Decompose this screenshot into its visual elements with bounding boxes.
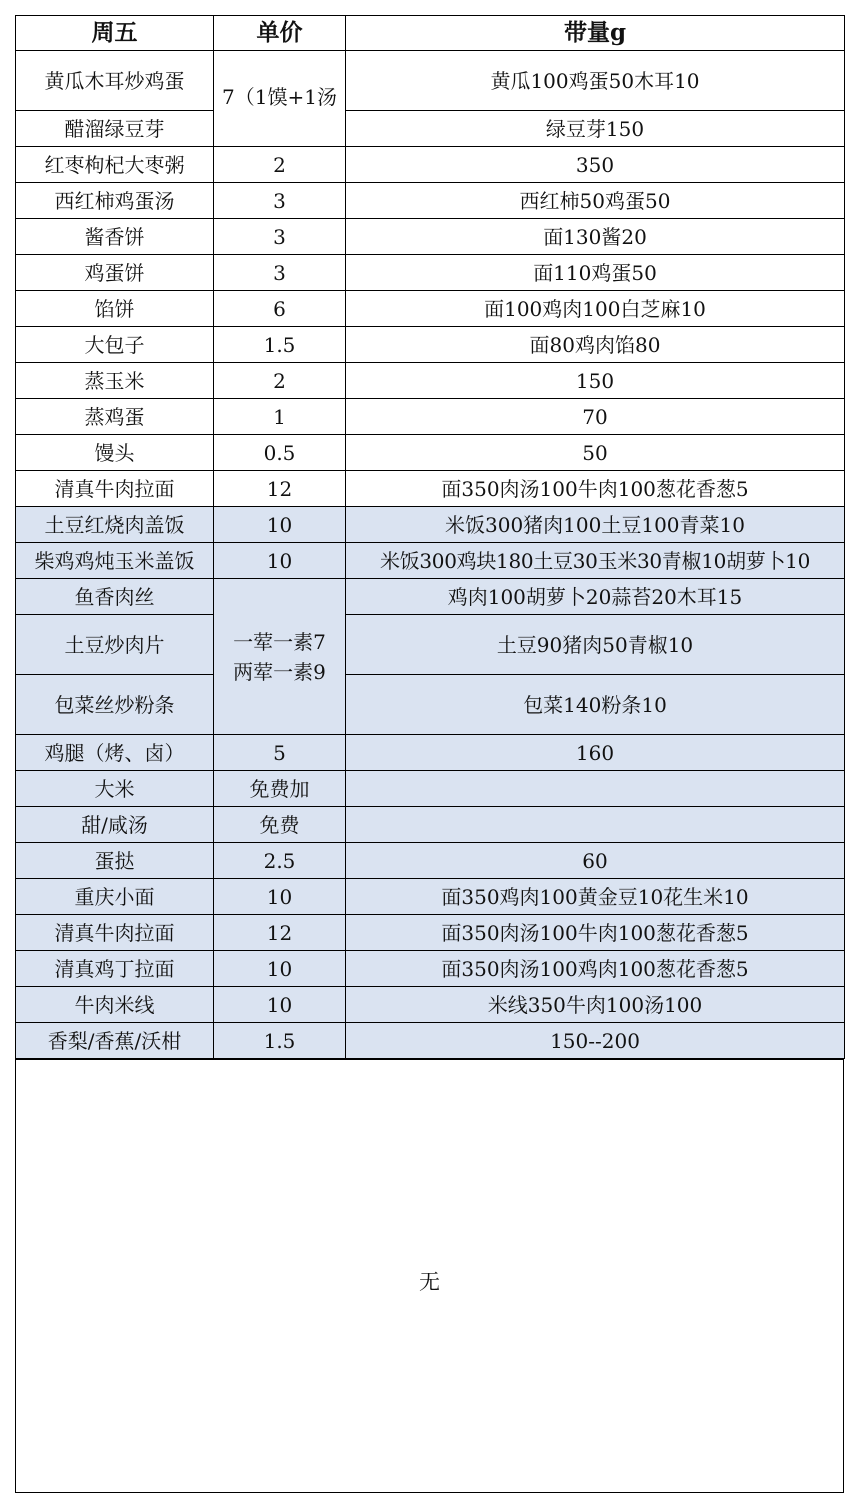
dish-name: 土豆炒肉片 (16, 615, 214, 675)
dish-name: 馒头 (16, 435, 214, 471)
dish-price: 3 (214, 255, 346, 291)
dish-price: 6 (214, 291, 346, 327)
table-row (16, 507, 845, 543)
dish-name: 西红柿鸡蛋汤 (16, 183, 214, 219)
table-row (16, 255, 845, 291)
dish-price: 10 (214, 879, 346, 915)
table-row (16, 675, 845, 735)
dish-name: 酱香饼 (16, 219, 214, 255)
dish-name: 重庆小面 (16, 879, 214, 915)
table-row (16, 219, 845, 255)
dish-name: 清真鸡丁拉面 (16, 951, 214, 987)
dish-name: 香梨/香蕉/沃柑 (16, 1023, 214, 1059)
dish-price: 7（1馍+1汤 (214, 51, 346, 147)
dish-amount: 面130酱20 (346, 219, 845, 255)
dish-price: 10 (214, 543, 346, 579)
table-row (16, 471, 845, 507)
table-row (16, 147, 845, 183)
dish-price: 12 (214, 471, 346, 507)
dish-amount: 米饭300猪肉100土豆100青菜10 (346, 507, 845, 543)
dish-amount: 米饭300鸡块180土豆30玉米30青椒10胡萝卜10 (346, 543, 845, 579)
dish-name: 甜/咸汤 (16, 807, 214, 843)
dish-name: 大包子 (16, 327, 214, 363)
dish-amount: 150 (346, 363, 845, 399)
table-row (16, 291, 845, 327)
dish-amount: 350 (346, 147, 845, 183)
table-row (16, 843, 845, 879)
dish-amount: 绿豆芽150 (346, 111, 845, 147)
table-row (16, 987, 845, 1023)
dish-price: 0.5 (214, 435, 346, 471)
dish-amount: 面100鸡肉100白芝麻10 (346, 291, 845, 327)
dish-amount: 西红柿50鸡蛋50 (346, 183, 845, 219)
dish-price: 2 (214, 363, 346, 399)
dish-amount (346, 771, 845, 807)
dish-amount: 70 (346, 399, 845, 435)
table-row (16, 771, 845, 807)
dish-amount (346, 807, 845, 843)
table-row (16, 363, 845, 399)
table-row (16, 807, 845, 843)
table-row (16, 543, 845, 579)
dish-amount: 面350鸡肉100黄金豆10花生米10 (346, 879, 845, 915)
dish-price: 2.5 (214, 843, 346, 879)
dish-price: 10 (214, 507, 346, 543)
dish-price: 免费 (214, 807, 346, 843)
table-row (16, 879, 845, 915)
dish-name: 蒸玉米 (16, 363, 214, 399)
dish-price: 3 (214, 183, 346, 219)
empty-note: 无 (419, 1270, 440, 1294)
dish-amount: 面80鸡肉馅80 (346, 327, 845, 363)
menu-table (15, 15, 845, 1059)
dish-amount: 面350肉汤100牛肉100葱花香葱5 (346, 915, 845, 951)
table-row (16, 615, 845, 675)
dish-amount: 米线350牛肉100汤100 (346, 987, 845, 1023)
dish-price: 1.5 (214, 1023, 346, 1059)
dish-amount: 面350肉汤100鸡肉100葱花香葱5 (346, 951, 845, 987)
header-price: 单价 (214, 16, 346, 51)
header-day: 周五 (16, 16, 214, 51)
dish-name: 柴鸡鸡炖玉米盖饭 (16, 543, 214, 579)
table-row (16, 1023, 845, 1059)
dish-price: 10 (214, 987, 346, 1023)
dish-price: 1.5 (214, 327, 346, 363)
table-row (16, 915, 845, 951)
dish-name: 包菜丝炒粉条 (16, 675, 214, 735)
dish-name: 蛋挞 (16, 843, 214, 879)
dish-price-combo (214, 579, 346, 735)
table-row (16, 51, 845, 111)
dish-name: 蒸鸡蛋 (16, 399, 214, 435)
dish-price: 2 (214, 147, 346, 183)
header-amount: 带量g (346, 16, 845, 51)
table-row (16, 951, 845, 987)
dish-price: 12 (214, 915, 346, 951)
dish-price: 5 (214, 735, 346, 771)
table-row (16, 435, 845, 471)
dish-amount: 面110鸡蛋50 (346, 255, 845, 291)
dish-amount: 土豆90猪肉50青椒10 (346, 615, 845, 675)
dish-name: 红枣枸杞大枣粥 (16, 147, 214, 183)
dish-price: 免费加 (214, 771, 346, 807)
dish-price: 3 (214, 219, 346, 255)
dish-amount: 鸡肉100胡萝卜20蒜苔20木耳15 (346, 579, 845, 615)
dish-amount: 60 (346, 843, 845, 879)
dish-amount: 50 (346, 435, 845, 471)
table-row (16, 735, 845, 771)
dish-name: 醋溜绿豆芽 (16, 111, 214, 147)
dish-name: 清真牛肉拉面 (16, 471, 214, 507)
dish-name: 馅饼 (16, 291, 214, 327)
combo-price-text: 一荤一素7 两荤一素9 (233, 629, 326, 684)
dish-name: 鸡腿（烤、卤） (16, 735, 214, 771)
dish-amount: 160 (346, 735, 845, 771)
table-header-row (16, 16, 845, 51)
dish-name: 鸡蛋饼 (16, 255, 214, 291)
table-row (16, 399, 845, 435)
table-row (16, 111, 845, 147)
dish-name: 大米 (16, 771, 214, 807)
dish-name: 牛肉米线 (16, 987, 214, 1023)
dish-name: 鱼香肉丝 (16, 579, 214, 615)
dish-amount: 150--200 (346, 1023, 845, 1059)
dish-name: 黄瓜木耳炒鸡蛋 (16, 51, 214, 111)
table-row (16, 327, 845, 363)
table-row (16, 579, 845, 615)
dish-amount: 面350肉汤100牛肉100葱花香葱5 (346, 471, 845, 507)
empty-section (15, 1059, 844, 1493)
table-row (16, 183, 845, 219)
dish-name: 土豆红烧肉盖饭 (16, 507, 214, 543)
dish-price: 10 (214, 951, 346, 987)
dish-name: 清真牛肉拉面 (16, 915, 214, 951)
dish-price: 1 (214, 399, 346, 435)
dish-amount: 包菜140粉条10 (346, 675, 845, 735)
menu-sheet (15, 15, 844, 1493)
dish-amount: 黄瓜100鸡蛋50木耳10 (346, 51, 845, 111)
